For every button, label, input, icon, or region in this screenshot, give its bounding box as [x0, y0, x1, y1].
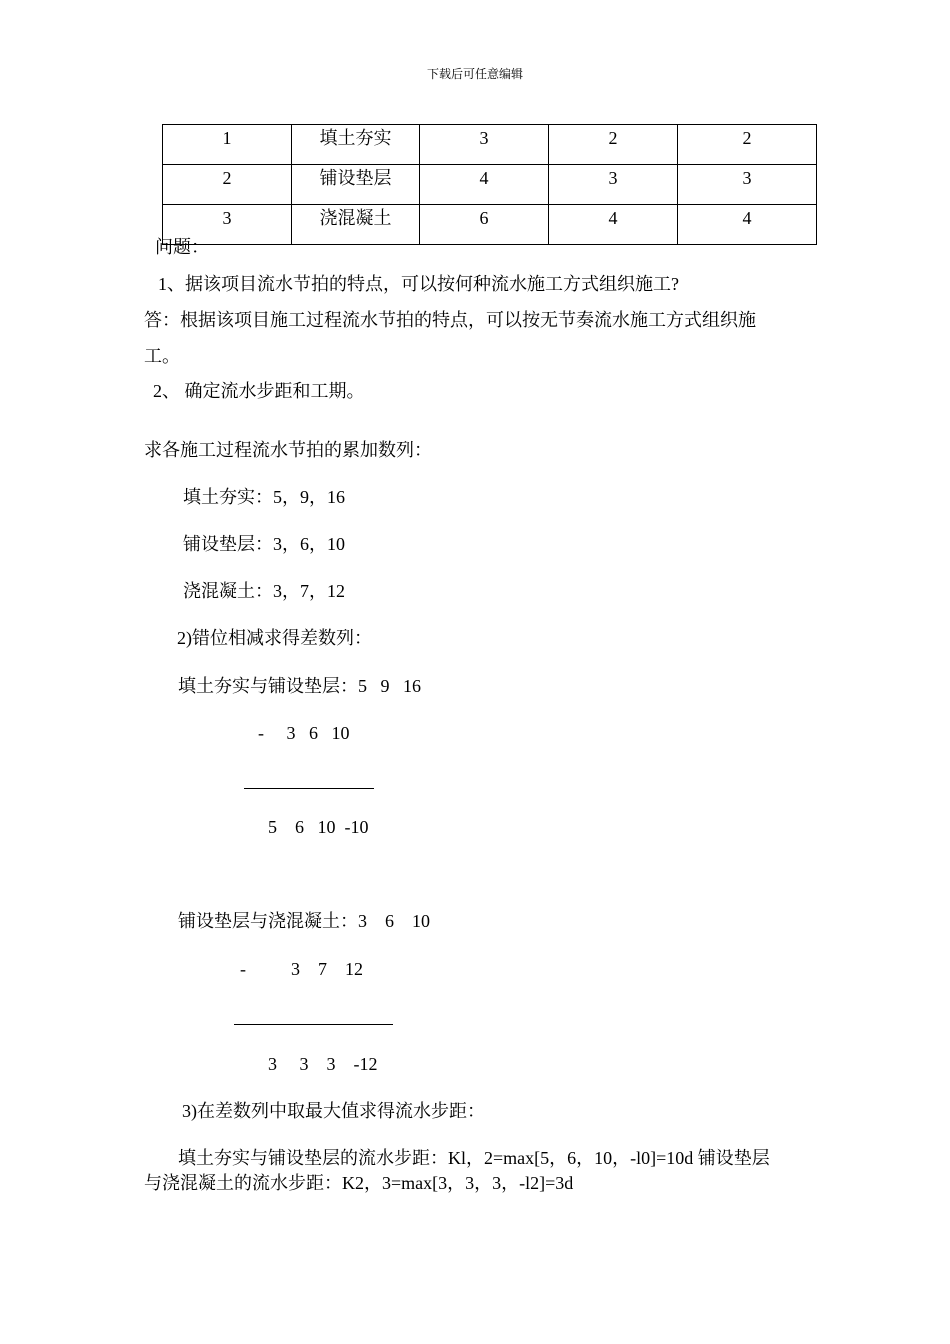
question-2: 2、 确定流水步距和工期。 — [153, 381, 365, 401]
table-cell: 铺设垫层 — [292, 165, 420, 205]
cumulative-title: 求各施工过程流水节拍的累加数列： — [144, 440, 432, 460]
table-cell: 1 — [163, 125, 292, 165]
cumulative-concrete: 浇混凝土：3，7，12 — [183, 581, 345, 601]
step-2-heading: 2)错位相减求得差数列： — [177, 628, 372, 648]
answer-1-line-1: 答：根据该项目施工过程流水节拍的特点，可以按无节奏流水施工方式组织施 — [144, 310, 756, 330]
table-row — [163, 205, 817, 245]
step-3-heading: 3)在差数列中取最大值求得流水步距： — [182, 1101, 485, 1121]
table-cell: 6 — [420, 205, 549, 245]
diff-1-result: 5 6 10 -10 — [268, 817, 369, 837]
construction-table — [162, 124, 817, 245]
diff-2-subtrahend: - 3 7 12 — [240, 959, 363, 979]
question-1: 1、据该项目流水节拍的特点，可以按何种流水施工方式组织施工? — [158, 274, 679, 294]
diff-2-rule — [234, 1024, 393, 1025]
table-cell: 3 — [163, 205, 292, 245]
answer-1-line-2: 工。 — [144, 346, 180, 366]
table-cell: 4 — [678, 205, 817, 245]
diff-1-heading: 填土夯实与铺设垫层：5 9 16 — [178, 676, 421, 696]
page-header: 下载后可任意编辑 — [426, 67, 523, 81]
step-distance-line-1: 填土夯实与铺设垫层的流水步距：Kl，2=max[5，6，10，-l0]=10d 铺设垫层 — [178, 1148, 770, 1168]
diff-1-subtrahend: - 3 6 10 — [258, 723, 350, 743]
table-cell: 3 — [549, 165, 678, 205]
cumulative-cushion: 铺设垫层：3，6，10 — [183, 534, 345, 554]
table-row — [163, 165, 817, 205]
step-distance-line-2: 与浇混凝土的流水步距：K2，3=max[3，3，3，-l2]=3d — [144, 1173, 574, 1193]
table-cell: 2 — [163, 165, 292, 205]
diff-2-result: 3 3 3 -12 — [268, 1054, 378, 1074]
question-label: 问题： — [155, 237, 209, 257]
diff-1-rule — [244, 788, 374, 789]
table-cell: 填土夯实 — [292, 125, 420, 165]
table-cell: 2 — [549, 125, 678, 165]
table-cell: 浇混凝土 — [292, 205, 420, 245]
table-row — [163, 125, 817, 165]
table-cell: 4 — [420, 165, 549, 205]
diff-2-heading: 铺设垫层与浇混凝土：3 6 10 — [178, 911, 430, 931]
table-cell: 3 — [420, 125, 549, 165]
cumulative-fill: 填土夯实：5，9，16 — [183, 487, 345, 507]
table-cell: 4 — [549, 205, 678, 245]
table-cell: 2 — [678, 125, 817, 165]
table-cell: 3 — [678, 165, 817, 205]
